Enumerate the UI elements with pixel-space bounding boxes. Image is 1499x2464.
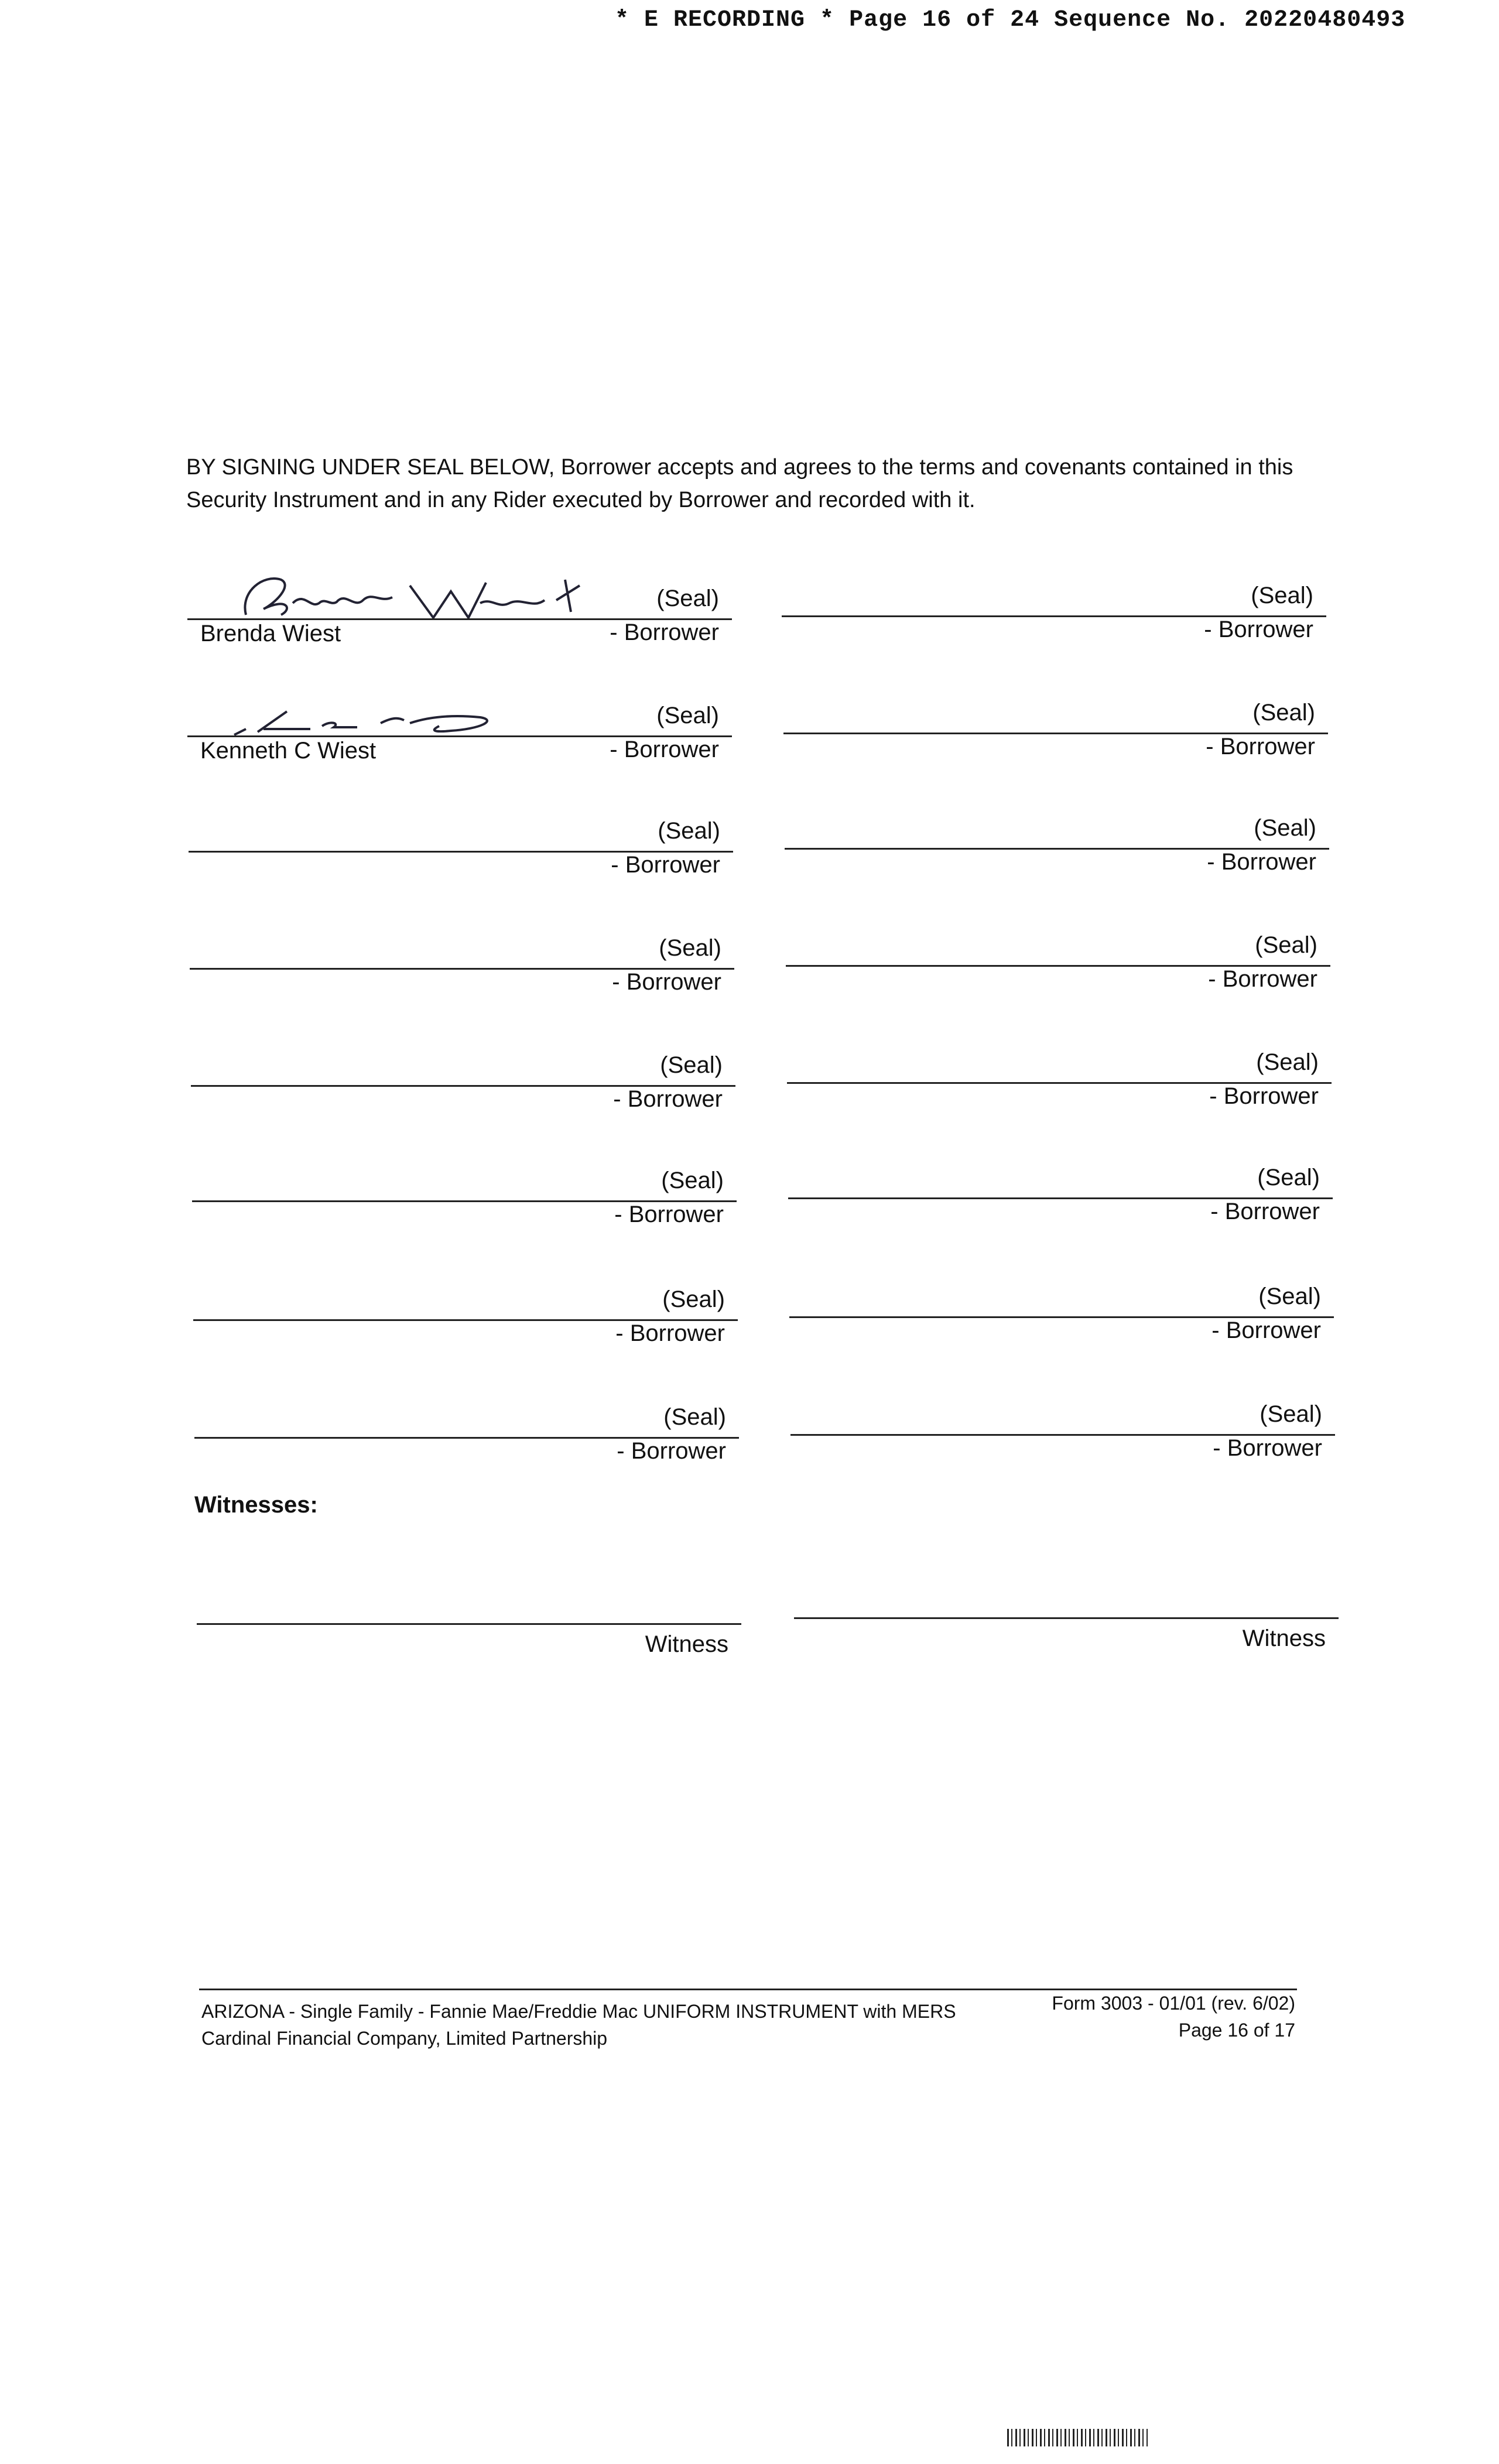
- signature-block: [192, 1168, 737, 1232]
- seal-label: (Seal): [1255, 932, 1317, 958]
- borrower-label: - Borrower: [1208, 966, 1317, 992]
- seal-label: (Seal): [1256, 1049, 1319, 1075]
- signature-block: [191, 1052, 735, 1117]
- kenneth-signature-image: [205, 685, 615, 744]
- borrower-label: - Borrower: [1204, 617, 1313, 642]
- seal-label: (Seal): [663, 1404, 726, 1430]
- borrower-label: - Borrower: [610, 737, 719, 762]
- signature-block: [193, 1286, 738, 1351]
- borrower-label: - Borrower: [614, 1202, 724, 1227]
- witness-block: [794, 1617, 1339, 1664]
- seal-label: (Seal): [1260, 1401, 1322, 1427]
- witness-label: Witness: [645, 1631, 728, 1657]
- signature-block: [190, 935, 734, 1000]
- seal-label: (Seal): [660, 1052, 723, 1078]
- signature-block: [189, 818, 733, 882]
- signature-block: [787, 1049, 1332, 1114]
- signing-statement: BY SIGNING UNDER SEAL BELOW, Borrower accepts and agrees to the terms and covenants contained in this Security Instrument and in any Rider executed by Borrower and recorded with it.: [186, 455, 1293, 512]
- signature-block: [785, 815, 1329, 879]
- signature-block: [789, 1284, 1334, 1348]
- seal-label: (Seal): [1254, 815, 1316, 841]
- witness-line: [197, 1623, 741, 1625]
- borrower-label: - Borrower: [1206, 734, 1315, 759]
- signature-block-kenneth: [187, 703, 732, 767]
- borrower-label: - Borrower: [617, 1438, 726, 1464]
- signature-block-brenda: [187, 586, 732, 650]
- borrower-label: - Borrower: [1209, 1083, 1319, 1109]
- signer-name: Kenneth C Wiest: [200, 738, 377, 764]
- signature-block: [786, 932, 1330, 997]
- borrower-label: - Borrower: [1213, 1435, 1322, 1461]
- seal-label: (Seal): [1258, 1284, 1321, 1309]
- borrower-label: - Borrower: [1211, 1317, 1321, 1343]
- signature-block: [790, 1401, 1335, 1466]
- signature-block: [782, 583, 1326, 647]
- witness-label: Witness: [1242, 1625, 1326, 1651]
- page-number: Page 16 of 17: [1178, 2020, 1295, 2041]
- borrower-label: - Borrower: [612, 969, 721, 995]
- signer-name: Brenda Wiest: [200, 621, 341, 646]
- seal-label: (Seal): [659, 935, 721, 961]
- footer-left: [201, 1998, 956, 2052]
- signature-block: [783, 700, 1328, 764]
- lender-name: Cardinal Financial Company, Limited Partnership: [201, 2028, 608, 2049]
- signature-block: [194, 1404, 739, 1469]
- witness-block: [197, 1623, 741, 1670]
- borrower-label: - Borrower: [613, 1086, 723, 1112]
- brenda-signature-image: [205, 568, 615, 627]
- borrower-label: - Borrower: [1210, 1199, 1320, 1224]
- seal-label: (Seal): [661, 1168, 724, 1193]
- borrower-label: - Borrower: [611, 852, 720, 878]
- witness-line: [794, 1617, 1339, 1619]
- seal-label: (Seal): [656, 586, 719, 611]
- borrower-label: - Borrower: [610, 620, 719, 645]
- witnesses-heading: Witnesses:: [194, 1492, 318, 1518]
- borrower-label: - Borrower: [615, 1320, 725, 1346]
- footer-right: [1052, 1990, 1295, 2044]
- borrower-label: - Borrower: [1207, 849, 1316, 875]
- seal-label: (Seal): [656, 703, 719, 728]
- recording-header: * E RECORDING * Page 16 of 24 Sequence No. 20220480493: [615, 7, 1406, 33]
- form-number: Form 3003 - 01/01 (rev. 6/02): [1052, 1993, 1295, 2014]
- seal-label: (Seal): [1251, 583, 1313, 608]
- seal-label: (Seal): [1252, 700, 1315, 725]
- signature-block: [788, 1165, 1333, 1229]
- barcode-image: [1007, 2429, 1148, 2446]
- seal-label: (Seal): [658, 818, 720, 844]
- seal-label: (Seal): [1257, 1165, 1320, 1190]
- form-title: ARIZONA - Single Family - Fannie Mae/Freddie Mac UNIFORM INSTRUMENT with MERS: [201, 2001, 956, 2022]
- seal-label: (Seal): [662, 1286, 725, 1312]
